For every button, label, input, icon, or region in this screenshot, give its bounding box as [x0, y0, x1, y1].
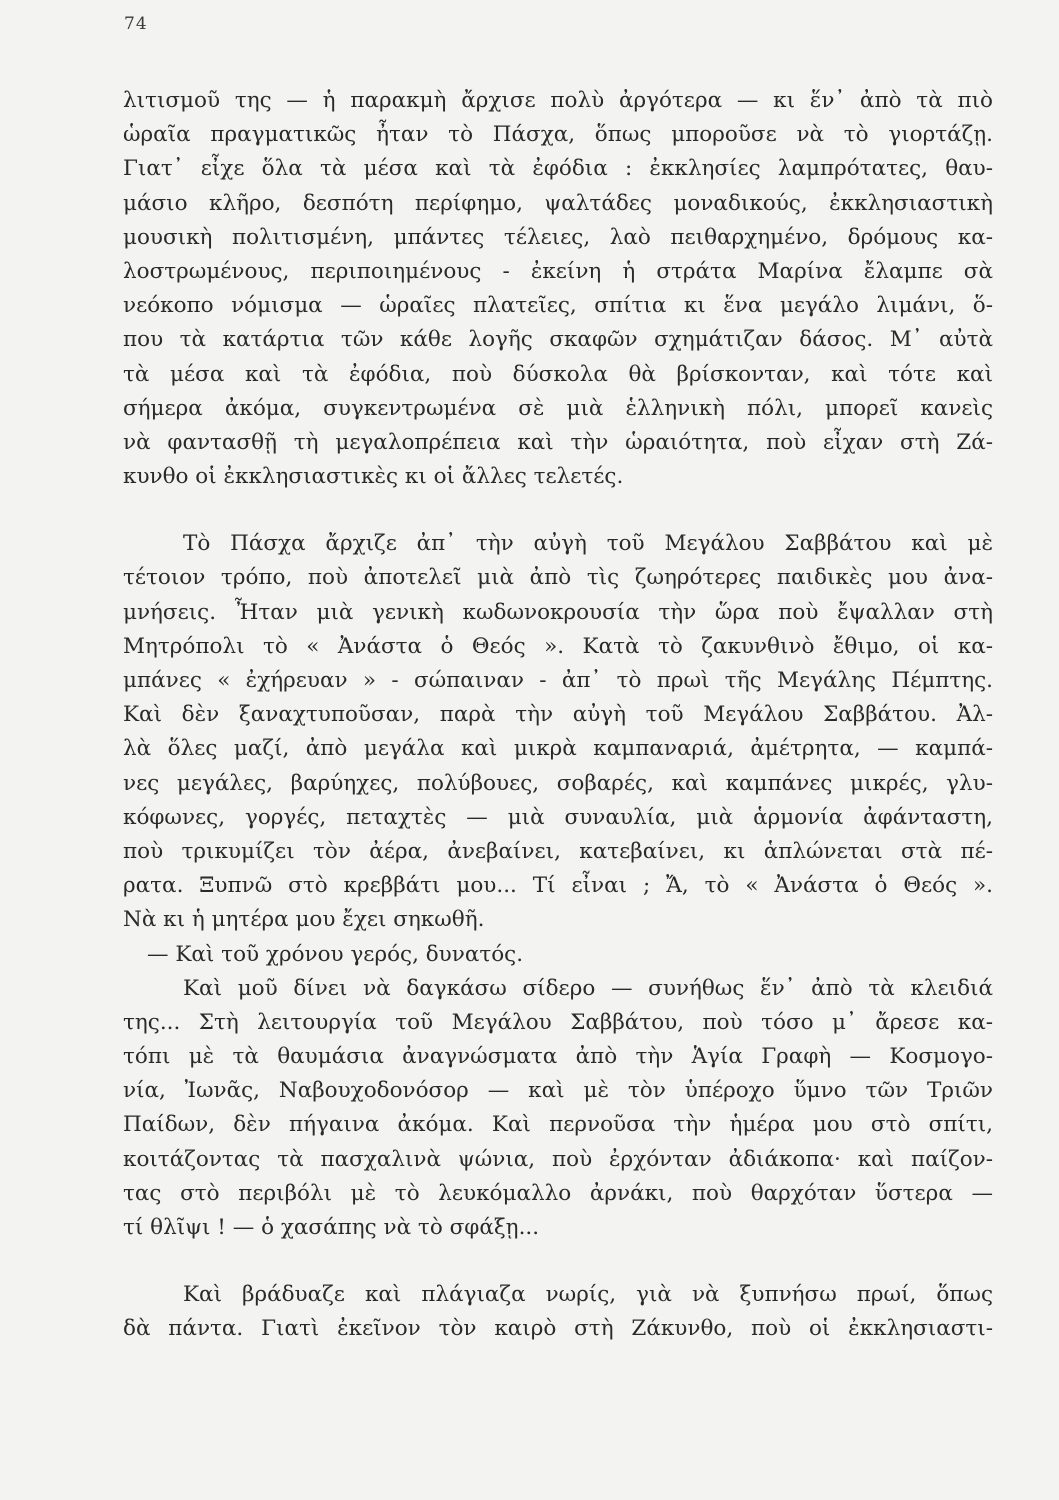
- paragraph-4: [123, 972, 993, 1246]
- text-line: Παίδων, δὲν πήγαινα ἀκόμα. Καὶ περνοῦσα τὴν ἡμέρα μου στὸ σπίτι,: [123, 1112, 993, 1138]
- text-line: λιτισμοῦ της — ἡ παρακμὴ ἄρχισε πολὺ ἀργότερα — κι ἕν᾽ ἀπὸ τὰ πιὸ: [123, 88, 993, 113]
- text-line: νεόκοπο νόμισμα — ὡραῖες πλατεῖες, σπίτια κι ἕνα μεγάλο λιμάνι, ὅ-: [123, 293, 993, 319]
- text-line: Γιατ᾽ εἶχε ὅλα τὰ μέσα καὶ τὰ ἐφόδια : ἐκκλησίες λαμπρότατες, θαυ-: [123, 156, 993, 182]
- body-text: [123, 84, 993, 1347]
- text-line: μπάνες « ἐχήρευαν » - σώπαιναν - ἀπ᾽ τὸ πρωὶ τῆς Μεγάλης Πέμπτης.: [123, 668, 993, 693]
- text-line: λοστρωμένους, περιποιημένους - ἐκείνη ἡ στράτα Μαρίνα ἔλαμπε σὰ: [123, 258, 993, 284]
- text-line: Μητρόπολι τὸ « Ἀνάστα ὁ Θεός ». Κατὰ τὸ ζακυνθινὸ ἔθιμο, οἱ κα-: [123, 633, 993, 659]
- text-line: τὰ μέσα καὶ τὰ ἐφόδια, ποὺ δύσκολα θὰ βρίσκονταν, καὶ τότε καὶ: [123, 361, 993, 387]
- text-line: σήμερα ἀκόμα, συγκεντρωμένα σὲ μιὰ ἑλληνικὴ πόλι, μπορεῖ κανεὶς: [123, 395, 993, 421]
- paragraph-1: [123, 84, 993, 494]
- text-line: τόπι μὲ τὰ θαυμάσια ἀναγνώσματα ἀπὸ τὴν Ἁγία Γραφὴ — Κοσμογο-: [123, 1044, 993, 1070]
- text-line: λὰ ὅλες μαζί, ἀπὸ μεγάλα καὶ μικρὰ καμπαναριά, ἀμέτρητα, — καμπά-: [123, 736, 993, 762]
- text-line: Νὰ κι ἡ μητέρα μου ἔχει σηκωθῆ.: [123, 907, 485, 933]
- text-line: δὰ πάντα. Γιατὶ ἐκεῖνον τὸν καιρὸ στὴ Ζάκυνθο, ποὺ οἱ ἐκκλησιαστι-: [123, 1316, 993, 1342]
- text-line: τας στὸ περιβόλι μὲ τὸ λευκόμαλλο ἀρνάκι, ποὺ θαρχόταν ὕστερα —: [123, 1180, 993, 1206]
- paragraph-5: [123, 1278, 993, 1346]
- page-number: 74: [124, 14, 148, 34]
- text-line: ρατα. Ξυπνῶ στὸ κρεββάτι μου... Τί εἶναι ; Ἄ, τὸ « Ἀνάστα ὁ Θεός ».: [123, 873, 993, 899]
- text-line: τί θλῖψι ! — ὁ χασάπης νὰ τὸ σφάξῃ...: [123, 1215, 540, 1240]
- paragraph-3-dialogue: [123, 938, 993, 972]
- paragraph-2: [123, 527, 993, 937]
- dialogue-line: — Καὶ τοῦ χρόνου γερός, δυνατός.: [147, 941, 524, 967]
- text-line: νες μεγάλες, βαρύηχες, πολύβουες, σοβαρές, καὶ καμπάνες μικρές, γλυ-: [123, 770, 993, 796]
- text-line: που τὰ κατάρτια τῶν κάθε λογῆς σκαφῶν σχημάτιζαν δάσος. Μ᾽ αὐτὰ: [123, 327, 993, 353]
- paragraph-gap: [123, 1245, 993, 1278]
- text-line: νία, Ἰωνᾶς, Ναβουχοδονόσορ — καὶ μὲ τὸν ὑπέροχο ὕμνο τῶν Τριῶν: [123, 1078, 993, 1104]
- text-line: Τὸ Πάσχα ἄρχιζε ἀπ᾽ τὴν αὐγὴ τοῦ Μεγάλου Σαββάτου καὶ μὲ: [183, 531, 993, 557]
- text-line: ὡραῖα πραγματικῶς ἦταν τὸ Πάσχα, ὅπως μποροῦσε νὰ τὸ γιορτάζῃ.: [123, 122, 993, 148]
- text-line: κυνθο οἱ ἐκκλησιαστικὲς κι οἱ ἄλλες τελετές.: [123, 464, 624, 490]
- text-line: κόφωνες, γοργές, πεταχτὲς — μιὰ συναυλία, μιὰ ἁρμονία ἀφάνταστη,: [123, 804, 993, 830]
- text-line: μάσιο κλῆρο, δεσπότη περίφημο, ψαλτάδες μοναδικούς, ἐκκλησιαστικὴ: [123, 190, 993, 216]
- text-line: της... Στὴ λειτουργία τοῦ Μεγάλου Σαββάτου, ποὺ τόσο μ᾽ ἄρεσε κα-: [123, 1009, 993, 1035]
- text-line: τέτοιον τρόπο, ποὺ ἀποτελεῖ μιὰ ἀπὸ τὶς ζωηρότερες παιδικὲς μου ἀνα-: [123, 565, 993, 591]
- text-line: μουσικὴ πολιτισμένη, μπάντες τέλειες, λαὸ πειθαρχημένο, δρόμους κα-: [123, 224, 993, 250]
- text-line: ποὺ τρικυμίζει τὸν ἀέρα, ἀνεβαίνει, κατεβαίνει, κι ἁπλώνεται στὰ πέ-: [123, 838, 993, 864]
- text-line: μνήσεις. Ἦταν μιὰ γενικὴ κωδωνοκρουσία τὴν ὥρα ποὺ ἔψαλλαν στὴ: [123, 599, 993, 625]
- text-line: Καὶ μοῦ δίνει νὰ δαγκάσω σίδερο — συνήθως ἕν᾽ ἀπὸ τὰ κλειδιά: [183, 975, 993, 1001]
- text-line: νὰ φαντασθῇ τὴ μεγαλοπρέπεια καὶ τὴν ὡραιότητα, ποὺ εἶχαν στὴ Ζά-: [123, 429, 993, 455]
- text-line: Καὶ βράδυαζε καὶ πλάγιαζα νωρίς, γιὰ νὰ ξυπνήσω πρωί, ὅπως: [183, 1282, 993, 1308]
- paragraph-gap: [123, 494, 993, 527]
- text-line: Καὶ δὲν ξαναχτυποῦσαν, παρὰ τὴν αὐγὴ τοῦ Μεγάλου Σαββάτου. Ἀλ-: [123, 702, 993, 728]
- text-line: κοιτάζοντας τὰ πασχαλινὰ ψώνια, ποὺ ἐρχόνταν ἀδιάκοπα· καὶ παίζον-: [123, 1146, 993, 1172]
